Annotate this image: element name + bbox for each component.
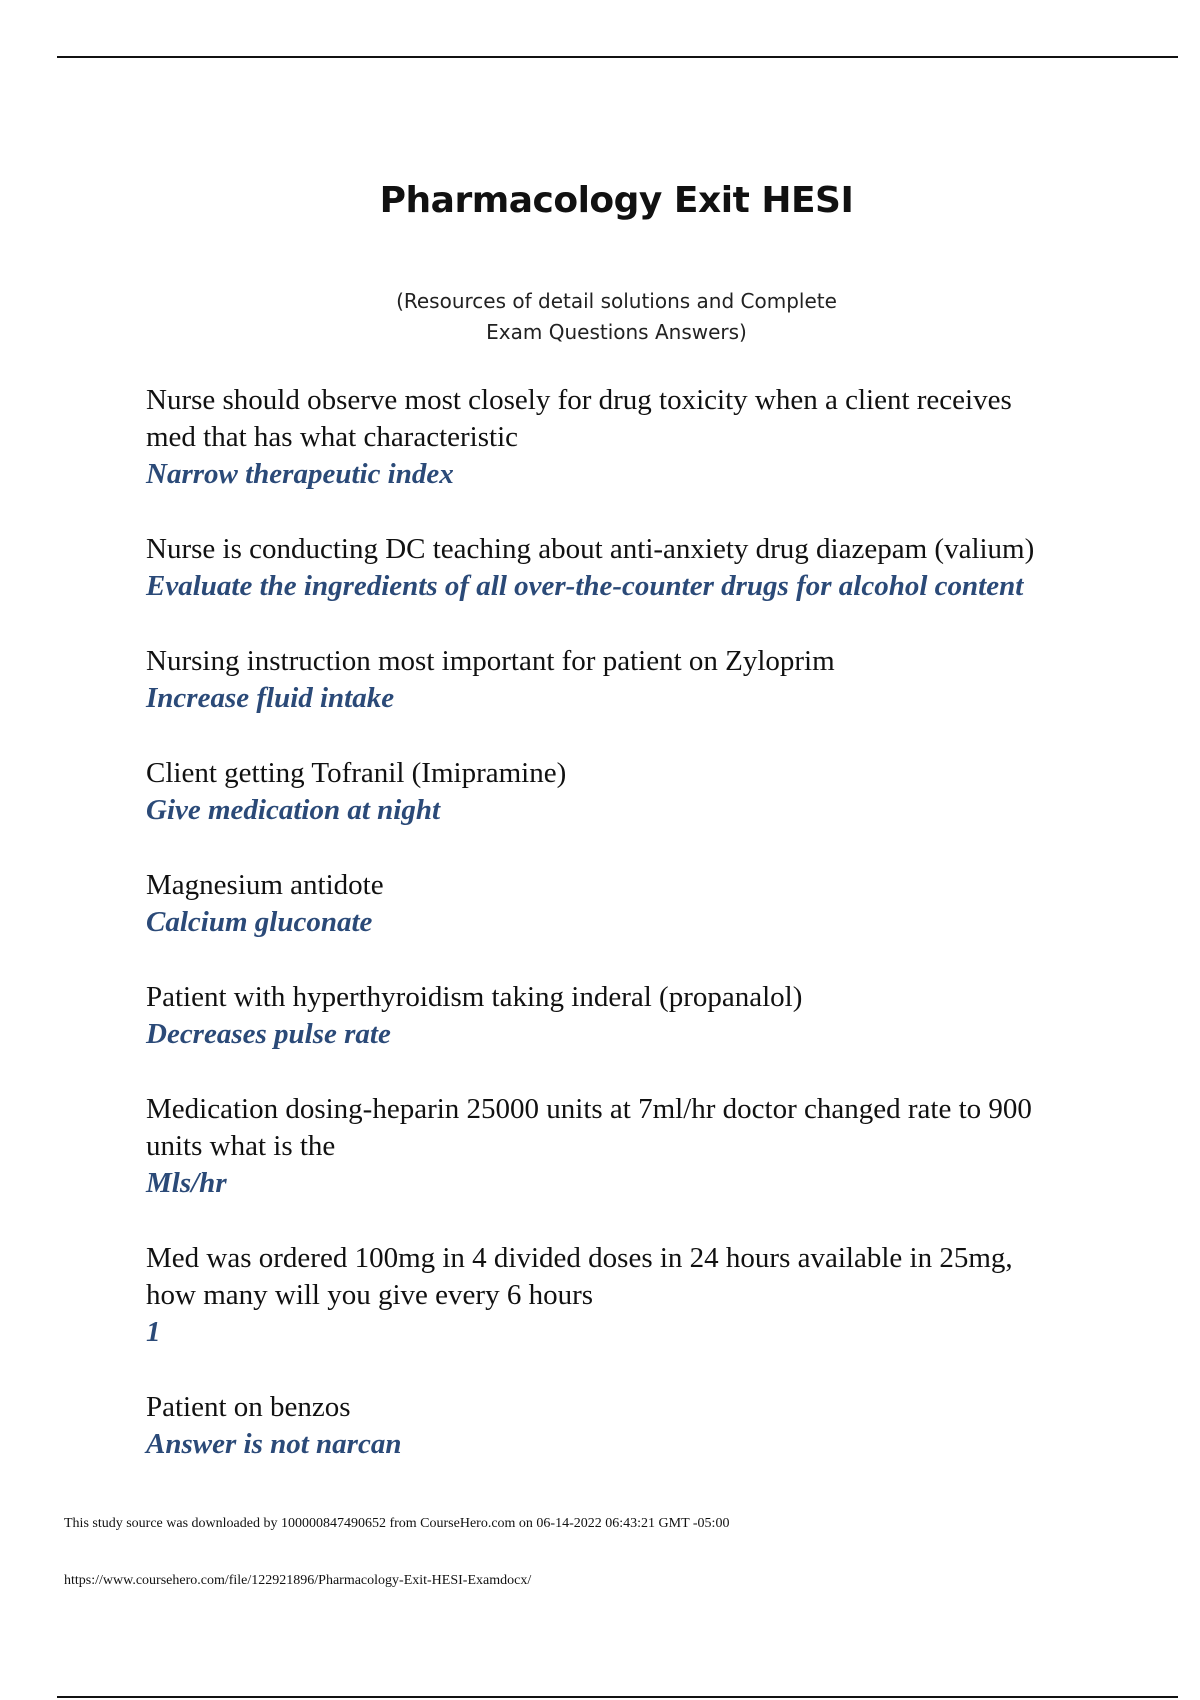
subtitle-line-2: Exam Questions Answers) <box>486 320 747 344</box>
source-url[interactable]: https://www.coursehero.com/file/122921896/Pharmacology-Exit-HESI-Examdocx/ <box>64 1573 532 1588</box>
qa-item <box>146 382 1066 493</box>
page-title: Pharmacology Exit HESI <box>379 180 854 221</box>
qa-item <box>146 979 1066 1053</box>
answer-text: Mls/hr <box>146 1167 227 1199</box>
qa-item <box>146 867 1066 941</box>
question-text: Nursing instruction most important for patient on Zyloprim <box>146 645 835 677</box>
answer-text: Narrow therapeutic index <box>146 458 454 490</box>
qa-list <box>146 382 1066 1501</box>
question-text: Nurse should observe most closely for drug toxicity when a client receives med that has what characteristic <box>146 384 1012 453</box>
answer-text: Answer is not narcan <box>146 1428 402 1460</box>
qa-item <box>146 1091 1066 1202</box>
answer-text: 1 <box>146 1316 161 1348</box>
answer-text: Decreases pulse rate <box>146 1018 391 1050</box>
question-text: Med was ordered 100mg in 4 divided doses in 24 hours available in 25mg, how many will you give every 6 hours <box>146 1242 1013 1311</box>
qa-item <box>146 531 1066 605</box>
qa-item <box>146 643 1066 717</box>
question-text: Magnesium antidote <box>146 869 384 901</box>
question-text: Patient with hyperthyroidism taking inderal (propanalol) <box>146 981 803 1013</box>
question-text: Medication dosing-heparin 25000 units at 7ml/hr doctor changed rate to 900 units what is the <box>146 1093 1032 1162</box>
answer-text: Increase fluid intake <box>146 682 395 714</box>
answer-text: Evaluate the ingredients of all over-the-counter drugs for alcohol content <box>146 570 1024 602</box>
bottom-rule <box>57 1696 1178 1698</box>
subtitle-line-1: (Resources of detail solutions and Complete <box>396 289 837 313</box>
question-text: Nurse is conducting DC teaching about anti-anxiety drug diazepam (valium) <box>146 533 1035 565</box>
answer-text: Give medication at night <box>146 794 441 826</box>
top-rule <box>57 56 1178 58</box>
question-text: Client getting Tofranil (Imipramine) <box>146 757 567 789</box>
qa-item <box>146 1389 1066 1463</box>
answer-text: Calcium gluconate <box>146 906 373 938</box>
page-subtitle <box>0 286 1200 348</box>
question-text: Patient on benzos <box>146 1391 351 1423</box>
qa-item <box>146 755 1066 829</box>
download-source-notice: This study source was downloaded by 100000847490652 from CourseHero.com on 06-14-2022 06:43:21 GMT -05:00 <box>64 1516 730 1531</box>
qa-item <box>146 1240 1066 1351</box>
